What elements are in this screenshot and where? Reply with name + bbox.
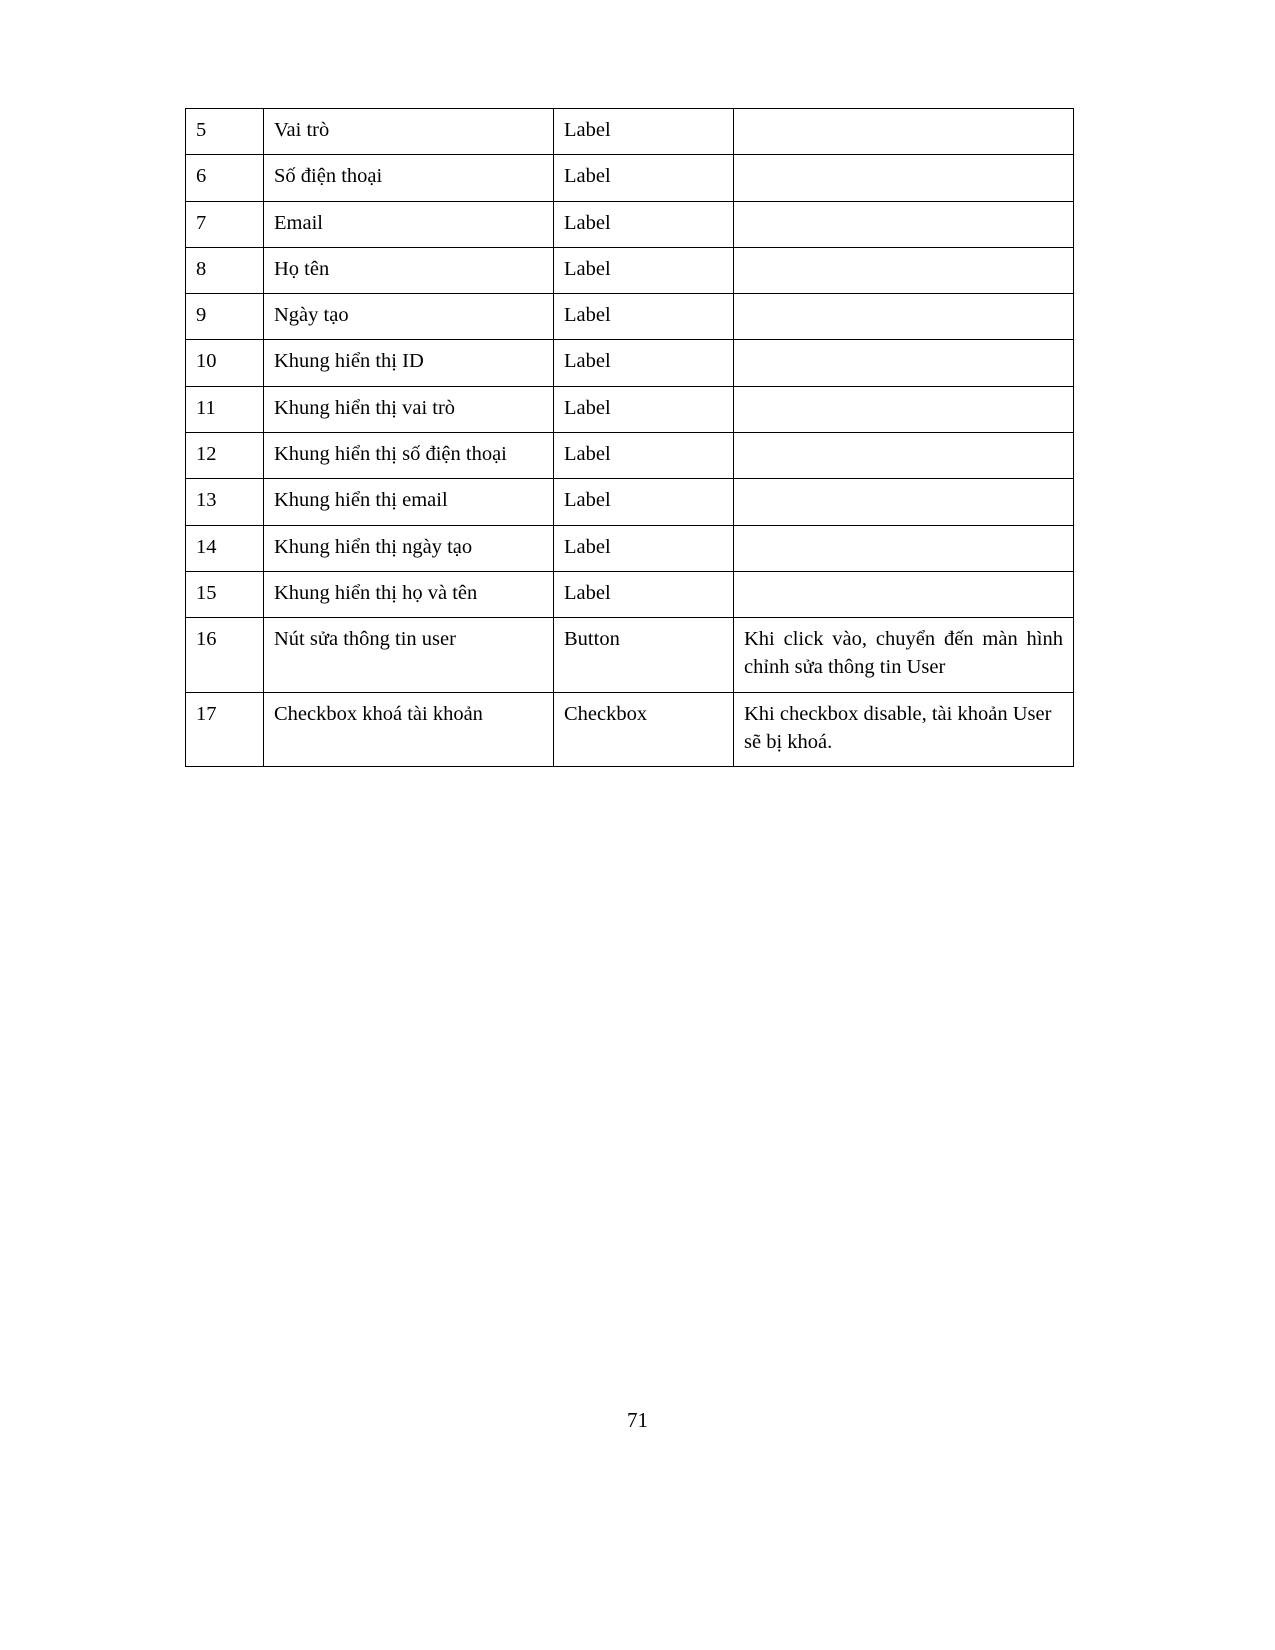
cell-type: Label [554, 386, 734, 432]
cell-description [734, 386, 1074, 432]
cell-index: 14 [186, 525, 264, 571]
table-row [186, 571, 1074, 617]
cell-name: Checkbox khoá tài khoản [264, 692, 554, 767]
cell-type: Checkbox [554, 692, 734, 767]
cell-index: 7 [186, 201, 264, 247]
cell-name: Vai trò [264, 109, 554, 155]
cell-description: Khi click vào, chuyển đến màn hình chỉnh sửa thông tin User [734, 618, 1074, 693]
table-row [186, 386, 1074, 432]
cell-type: Button [554, 618, 734, 693]
table-row [186, 525, 1074, 571]
table-row [186, 692, 1074, 767]
table-row [186, 432, 1074, 478]
cell-type: Label [554, 155, 734, 201]
table-row [186, 294, 1074, 340]
cell-description [734, 571, 1074, 617]
cell-name: Họ tên [264, 247, 554, 293]
table-row [186, 479, 1074, 525]
cell-type: Label [554, 479, 734, 525]
cell-type: Label [554, 201, 734, 247]
cell-type: Label [554, 247, 734, 293]
table-row [186, 618, 1074, 693]
cell-type: Label [554, 571, 734, 617]
cell-description [734, 109, 1074, 155]
cell-description [734, 525, 1074, 571]
cell-index: 5 [186, 109, 264, 155]
cell-description [734, 432, 1074, 478]
cell-index: 11 [186, 386, 264, 432]
cell-type: Label [554, 109, 734, 155]
component-spec-table [185, 108, 1074, 767]
cell-index: 15 [186, 571, 264, 617]
table-row [186, 109, 1074, 155]
cell-index: 8 [186, 247, 264, 293]
cell-name: Nút sửa thông tin user [264, 618, 554, 693]
cell-description [734, 294, 1074, 340]
cell-description [734, 479, 1074, 525]
cell-description [734, 340, 1074, 386]
cell-description [734, 201, 1074, 247]
cell-index: 13 [186, 479, 264, 525]
cell-type: Label [554, 432, 734, 478]
cell-name: Khung hiển thị họ và tên [264, 571, 554, 617]
cell-type: Label [554, 340, 734, 386]
cell-index: 16 [186, 618, 264, 693]
cell-name: Khung hiển thị email [264, 479, 554, 525]
cell-name: Khung hiển thị số điện thoại [264, 432, 554, 478]
cell-index: 17 [186, 692, 264, 767]
cell-index: 9 [186, 294, 264, 340]
cell-name: Khung hiển thị vai trò [264, 386, 554, 432]
cell-index: 10 [186, 340, 264, 386]
cell-index: 6 [186, 155, 264, 201]
cell-description [734, 155, 1074, 201]
table-row [186, 155, 1074, 201]
table-row [186, 201, 1074, 247]
cell-name: Ngày tạo [264, 294, 554, 340]
page-number: 71 [627, 1408, 648, 1432]
cell-name: Khung hiển thị ID [264, 340, 554, 386]
cell-name: Email [264, 201, 554, 247]
cell-type: Label [554, 525, 734, 571]
cell-name: Số điện thoại [264, 155, 554, 201]
cell-name: Khung hiển thị ngày tạo [264, 525, 554, 571]
spec-table-container [185, 108, 1073, 767]
table-row [186, 247, 1074, 293]
cell-description [734, 247, 1074, 293]
cell-description: Khi checkbox disable, tài khoản User sẽ bị khoá. [734, 692, 1074, 767]
table-row [186, 340, 1074, 386]
cell-index: 12 [186, 432, 264, 478]
cell-type: Label [554, 294, 734, 340]
